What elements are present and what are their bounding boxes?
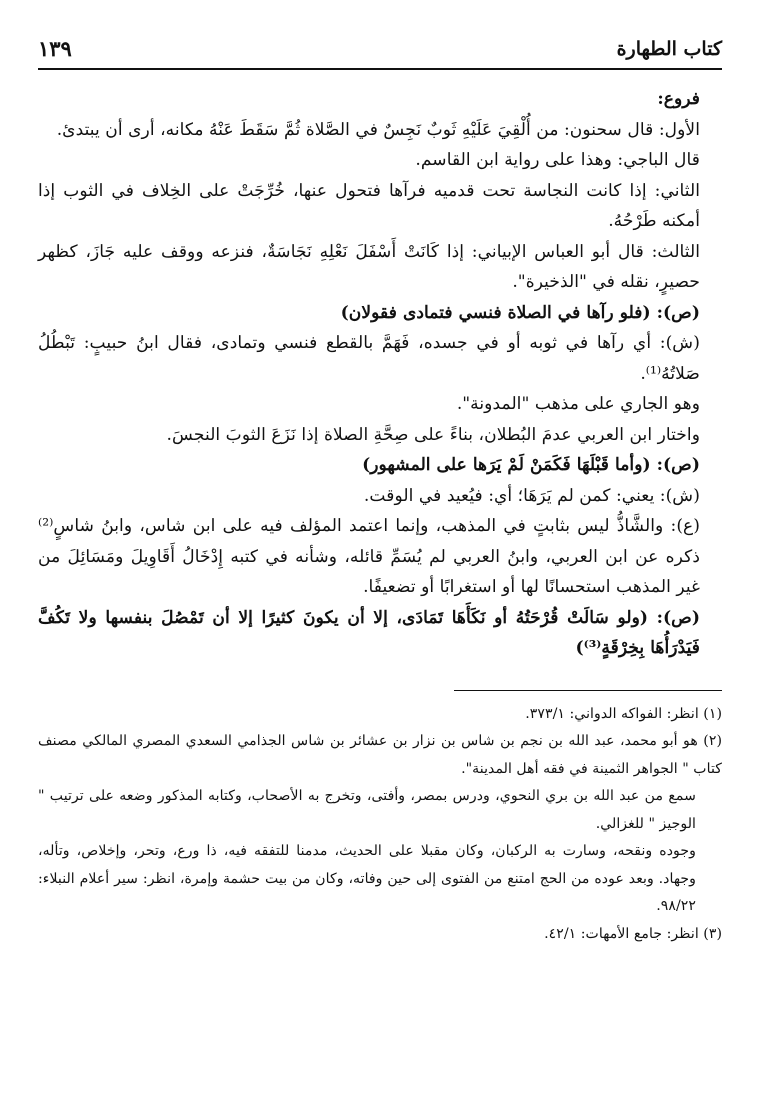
paragraph-first-branch: الأول: قال سحنون: من أُلْقِيَ عَلَيْهِ ثَوبٌ نَجِسٌ في الصَّلاة ثُمَّ سَقَطَ عَنْهُ مكانه، أرى أن يبتدئ.	[56, 119, 700, 140]
running-header	[38, 28, 722, 70]
footnote-3: (٣) انظر: جامع الأمهات: ٤٢/١.	[544, 925, 722, 942]
section-heading: فروع:	[657, 89, 700, 109]
footnote-2-continued-b: وجوده ونقحه، وسارت به الركبان، وكان مقبلا على الحديث، مدمنا للتفقه فيه، ذا ورع، وتحر، وإخلاص، وتأله، وجهاد. وبعد عوده من الحج امتنع من الفتوى إلى حين وفاته، وكان من بيت حشمة وإمرة، انظر: سير أعلام النبلاء: ٩٨/٢٢.	[38, 843, 696, 914]
main-text	[38, 84, 722, 664]
footnote-separator	[454, 690, 722, 691]
sharh-paragraph-1: (ش): أي رآها في ثوبه أو في جسده، فَهَمَّ بالقطع فنسي وتمادى، فقال ابنُ حبيبٍ: تَبْطُلُ صَلاتُهُ⁽¹⁾.	[38, 333, 700, 384]
matn-quote-1: (ص): (فلو رآها في الصلاة فنسي فتمادى فقولان)	[340, 302, 700, 323]
page-number: ١٣٩	[38, 36, 72, 61]
paragraph-second-branch: الثاني: إذا كانت النجاسة تحت قدميه فرآها فتحول عنها، خُرِّجَتْ على الخِلاف في الثوب إذا أمكنه طَرْحُهُ.	[38, 180, 700, 231]
matn-quote-2: (ص): (وأما قَبْلَهَا فَكَمَنْ لَمْ يَرَها على المشهور)	[362, 455, 700, 475]
footnote-1: (١) انظر: الفواكه الدواني: ٣٧٣/١.	[525, 705, 722, 722]
footnote-2-continued-a: سمع من عبد الله بن بري النحوي، ودرس بمصر، وأفتى، وتخرج به الأصحاب، وكتابه المذكور وضعه على ترتيب " الوجيز " للغزالي.	[38, 788, 696, 832]
paragraph-mudawwana: وهو الجاري على مذهب "المدونة".	[456, 394, 700, 414]
footnote-2: (٢) هو أبو محمد، عبد الله بن نجم بن شاس بن نزار بن عشائر بن شاس الجذامي السعدي المصري المالكي مصنف كتاب " الجواهر الثمينة في فقه أهل المدينة".	[38, 733, 722, 777]
paragraph-ibn-arabi: واختار ابن العربي عدمَ البُطلان، بناءً على صِحَّةِ الصلاة إذا نَزَعَ الثوبَ النجسَ.	[166, 424, 700, 445]
running-title: كتاب الطهارة	[616, 38, 722, 60]
book-page	[38, 28, 722, 948]
matn-quote-3: (ص): (ولو سَالَتْ قُرْحَتُهُ أو نَكَأَهَا تَمَادَى، إلا أن يكونَ كثيرًا إلا أن تَمْصُلَ بنفسها ولا تَكُفَّ فَيَدْرَأُهَا بِخِرْقَةٍ⁽³⁾)	[38, 607, 700, 658]
sharh-paragraph-2: (ش): يعني: كمن لم يَرَهَا؛ أي: فيُعيد في الوقت.	[363, 485, 700, 506]
paragraph-third-branch: الثالث: قال أبو العباس الإبياني: إذا كَانَتْ أَسْفَلَ نَعْلِهِ نَجَاسَةٌ، فنزعه ووقف عليه جَازَ، كظهر حصيرٍ، نقله في "الذخيرة".	[38, 241, 700, 292]
paragraph-baji: قال الباجي: وهذا على رواية ابن القاسم.	[415, 150, 700, 170]
commentary-paragraph: (ع): والشَّاذُّ ليس بثابتٍ في المذهب، وإنما اعتمد المؤلف فيه على ابن شاس، وابنُ شاسٍ⁽²⁾ ذكره عن ابن العربي، وابنُ العربي لم يُسَمِّ قائله، وشأنه في كتبه إِدْخَالُ أَقَاوِيلَ ومَسَائِلَ من غير المذهب استحسانًا لها أو استغرابًا أو تضعيفًا.	[38, 516, 700, 597]
footnotes	[38, 701, 722, 949]
